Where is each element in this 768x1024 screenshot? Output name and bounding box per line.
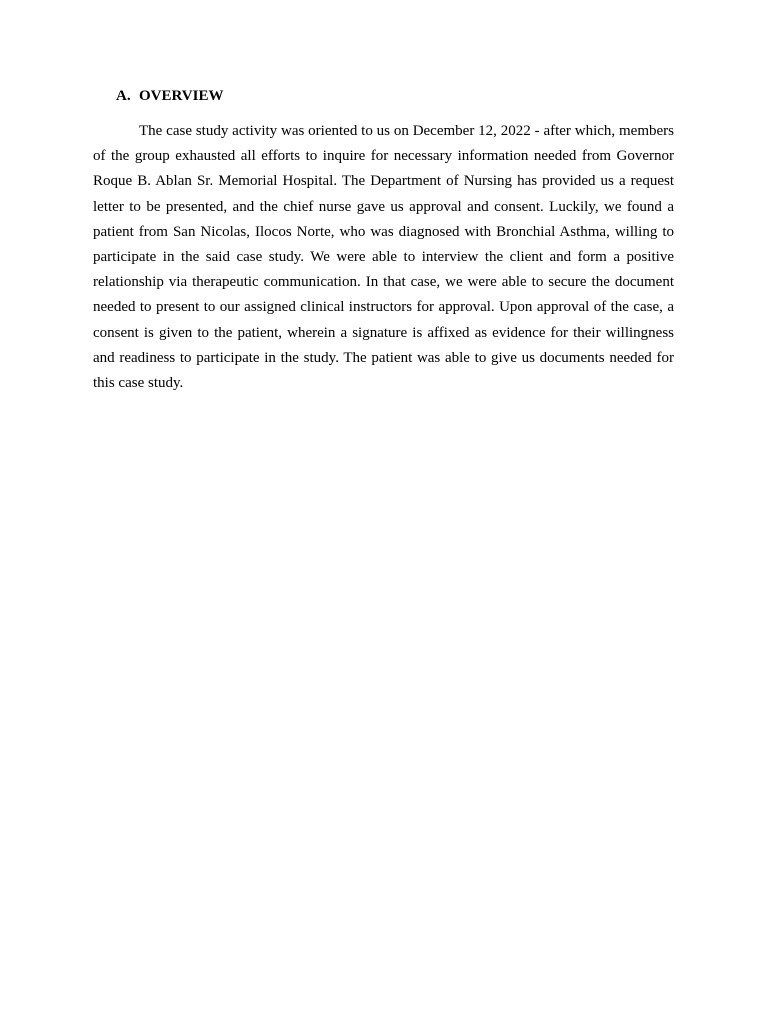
section-letter: A. xyxy=(116,88,131,104)
section-heading xyxy=(116,86,224,106)
section-title: OVERVIEW xyxy=(139,88,224,104)
overview-paragraph: The case study activity was oriented to us on December 12, 2022 - after which, members of the group exhausted all efforts to inquire for necessary information needed from Governor Roque B. Ablan Sr. Memorial Hospital. The Department of Nursing has provided us a request letter to be presented, and the chief nurse gave us approval and consent. Luckily, we found a patient from San Nicolas, Ilocos Norte, who was diagnosed with Bronchial Asthma, willing to participate in the said case study. We were able to interview the client and form a positive relationship via therapeutic communication. In that case, we were able to secure the document needed to present to our assigned clinical instructors for approval. Upon approval of the case, a consent is given to the patient, wherein a signature is affixed as evidence for their willingness and readiness to participate in the study. The patient was able to give us documents needed for this case study. xyxy=(93,123,674,392)
